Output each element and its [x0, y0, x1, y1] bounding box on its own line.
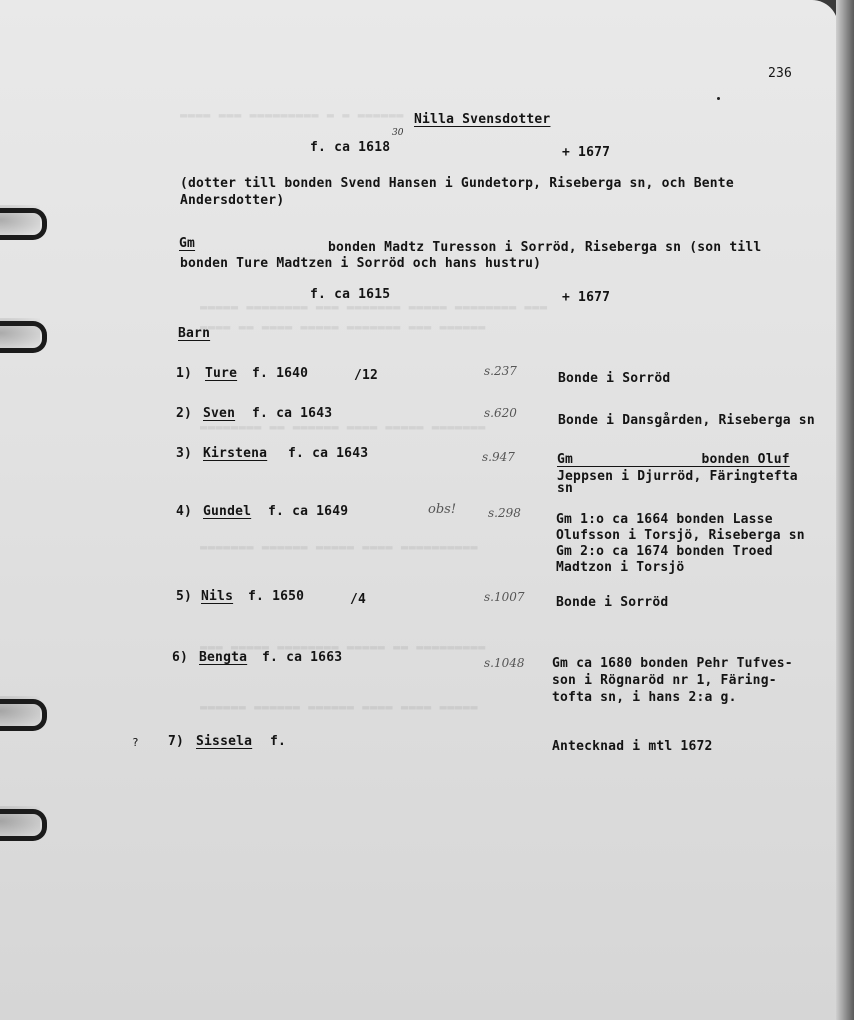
- child-name: Ture: [205, 366, 238, 381]
- child-number: 2): [176, 406, 193, 421]
- child-note: Gm ca 1680 bonden Pehr Tufves-: [552, 656, 793, 671]
- child-born: f.: [270, 734, 287, 749]
- person-parents-cont: Andersdotter): [180, 193, 285, 208]
- child-page-ref: s.298: [488, 506, 521, 520]
- child-note: Antecknad i mtl 1672: [552, 739, 713, 754]
- child-note: sn: [557, 481, 574, 496]
- person-died: + 1677: [562, 145, 611, 160]
- child-page-ref: s.237: [484, 364, 517, 378]
- child-note: tofta sn, i hans 2:a g.: [552, 690, 737, 705]
- child-note: Gm 2:o ca 1674 bonden Troed: [556, 544, 773, 559]
- bleed-through-text: ▬▬▬▬▬▬▬▬ ▬▬ ▬▬▬▬▬▬ ▬▬▬▬ ▬▬▬▬▬ ▬▬▬▬▬▬▬: [200, 420, 486, 434]
- child-number: 6): [172, 650, 189, 665]
- child-note: Gm bonden Oluf: [557, 452, 790, 467]
- child-page-ref: s.1048: [484, 656, 525, 670]
- child-page-ref: s.1007: [484, 590, 525, 604]
- children-heading: Barn: [178, 326, 211, 341]
- bleed-through-text: ▬▬▬▬ ▬▬▬ ▬▬▬▬▬▬▬▬▬ ▬ ▬ ▬▬▬▬▬▬: [180, 108, 405, 122]
- child-number: 4): [176, 504, 193, 519]
- bleed-through-text: ▬▬▬▬▬ ▬▬▬▬▬▬▬▬ ▬▬▬ ▬▬▬▬▬▬▬ ▬▬▬▬▬ ▬▬▬▬▬▬▬▬ ▬▬▬: [200, 300, 548, 314]
- child-name: Bengta: [199, 650, 248, 665]
- child-born: f. 1640: [252, 366, 309, 381]
- child-extra: /12: [354, 368, 379, 383]
- child-number: 1): [176, 366, 193, 381]
- child-page-ref: s.620: [484, 406, 517, 420]
- spouse-line-2: bonden Ture Madtzen i Sorröd och hans hustru): [180, 256, 542, 271]
- child-born: f. ca 1649: [268, 504, 349, 519]
- child-note: Bonde i Sorröd: [556, 595, 669, 610]
- person-parents: (dotter till bonden Svend Hansen i Gundetorp, Riseberga sn, och Bente: [180, 176, 734, 191]
- child-note: Madtzon i Torsjö: [556, 560, 685, 575]
- page-edge-shadow: [836, 0, 854, 1020]
- spouse-born: f. ca 1615: [310, 287, 391, 302]
- bleed-through-text: ▬▬▬ ▬▬▬▬▬ ▬▬▬▬▬▬▬▬ ▬▬▬▬▬ ▬▬ ▬▬▬▬▬▬▬▬▬: [200, 640, 486, 654]
- bleed-through-text: ▬▬▬▬▬▬ ▬▬▬▬▬▬ ▬▬▬▬▬▬ ▬▬▬▬ ▬▬▬▬ ▬▬▬▬▬: [200, 700, 479, 714]
- page-number: 236: [768, 66, 793, 81]
- child-note: son i Rögnaröd nr 1, Färing-: [552, 673, 777, 688]
- binder-ring: [0, 321, 47, 353]
- bleed-through-text: ▬▬▬▬ ▬▬ ▬▬▬▬ ▬▬▬▬▬ ▬▬▬▬▬▬▬ ▬▬▬ ▬▬▬▬▬▬: [200, 320, 486, 334]
- child-number: 3): [176, 446, 193, 461]
- spouse-label: Gm: [179, 236, 196, 251]
- child-number: 7): [168, 734, 185, 749]
- obs-annotation: obs!: [428, 502, 457, 517]
- child-number: 5): [176, 589, 193, 604]
- speck: [717, 97, 720, 100]
- child-extra: /4: [350, 592, 367, 607]
- child-note: Olufsson i Torsjö, Riseberga sn: [556, 528, 805, 543]
- person-born: f. ca 1618: [310, 140, 391, 155]
- child-born: f. 1650: [248, 589, 305, 604]
- child-note: Bonde i Dansgården, Riseberga sn: [558, 413, 815, 428]
- child-note: Jeppsen i Djurröd, Färingtefta: [557, 469, 798, 484]
- child-name: Sven: [203, 406, 236, 421]
- spouse-died: + 1677: [562, 290, 611, 305]
- child-born: f. ca 1663: [262, 650, 343, 665]
- child-note: Gm 1:o ca 1664 bonden Lasse: [556, 512, 773, 527]
- child-page-ref: s.947: [482, 450, 515, 464]
- child-name: Sissela: [196, 734, 253, 749]
- child-born: f. ca 1643: [252, 406, 333, 421]
- binder-ring: [0, 699, 47, 731]
- child-note: Bonde i Sorröd: [558, 371, 671, 386]
- child-name: Nils: [201, 589, 234, 604]
- binder-ring: [0, 208, 47, 240]
- uncertain-mark: ?: [132, 736, 139, 749]
- person-name: Nilla Svensdotter: [414, 112, 551, 127]
- bleed-through-text: ▬▬▬▬▬▬▬ ▬▬▬▬▬▬ ▬▬▬▬▬ ▬▬▬▬ ▬▬▬▬▬▬▬▬▬▬: [200, 540, 479, 554]
- spouse-line-1: bonden Madtz Turesson i Sorröd, Riseberga sn (son till: [328, 240, 762, 255]
- birth-year-correction: 30: [392, 128, 404, 138]
- child-name: Kirstena: [203, 446, 268, 461]
- child-born: f. ca 1643: [288, 446, 369, 461]
- child-name: Gundel: [203, 504, 252, 519]
- binder-ring: [0, 809, 47, 841]
